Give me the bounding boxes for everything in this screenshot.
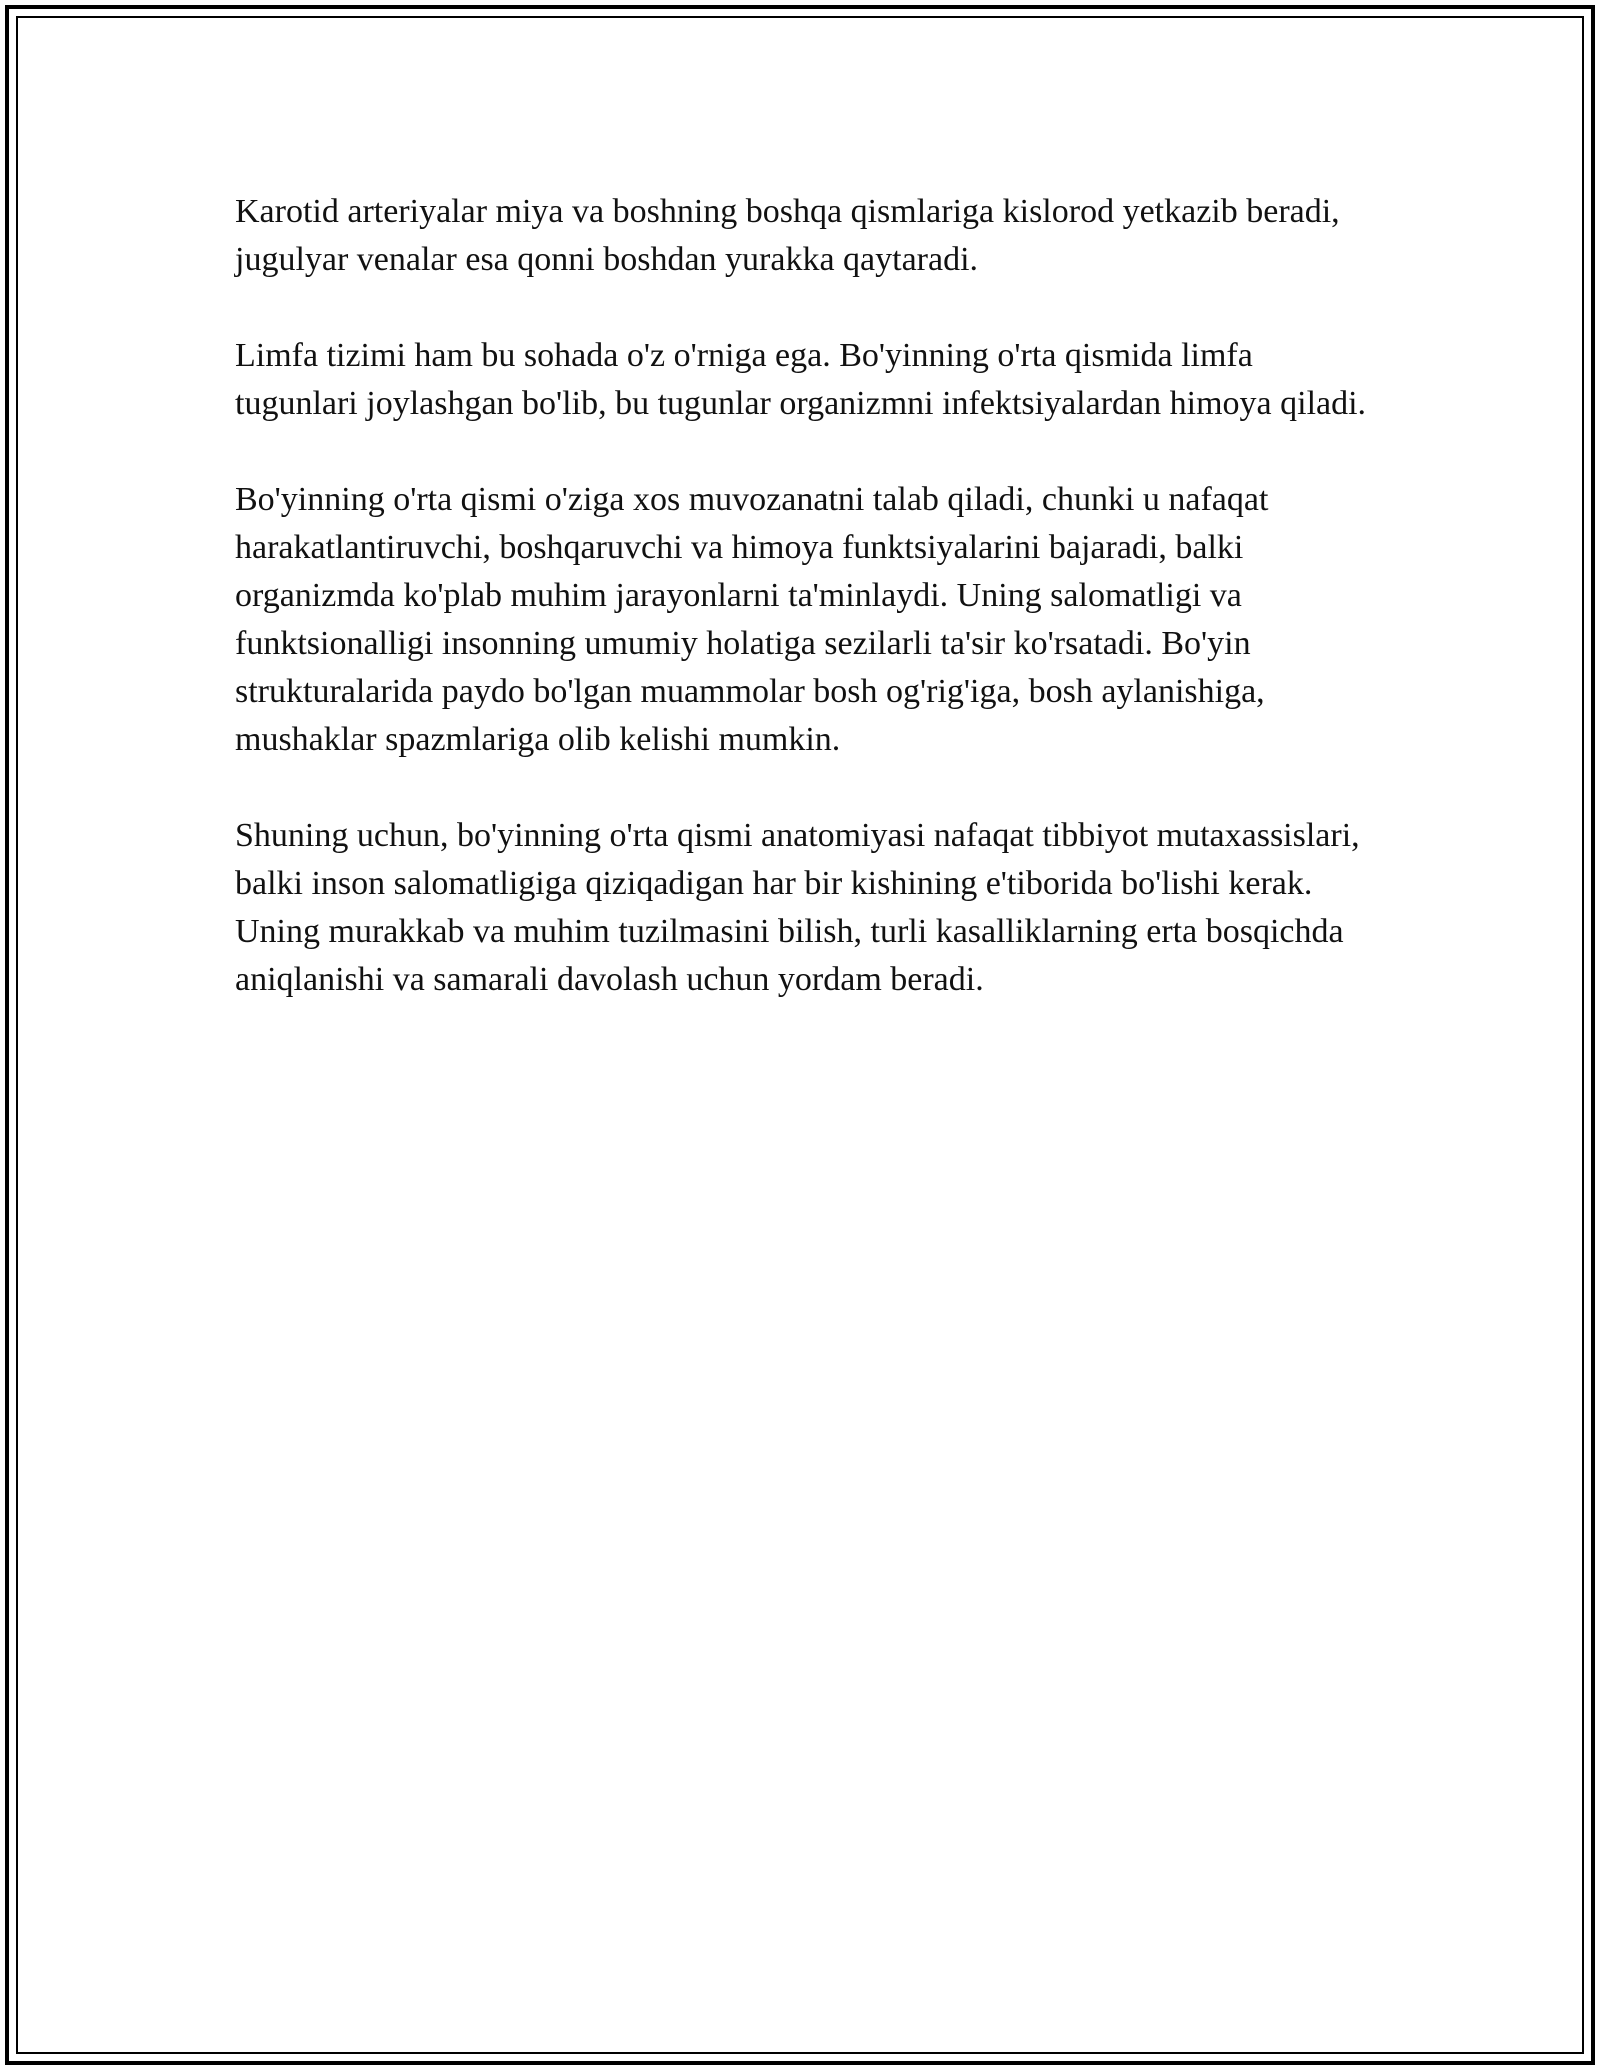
document-body	[235, 188, 1375, 1052]
paragraph-neck-balance: Bo'yinning o'rta qismi o'ziga xos muvozanatni talab qiladi, chunki u nafaqat harakatlantiruvchi, boshqaruvchi va himoya funktsiyalarini bajaradi, balki organizmda ko'plab muhim jarayonlarni ta'minlaydi. Uning salomatligi va funktsionalligi insonning umumiy holatiga sezilarli ta'sir ko'rsatadi. Bo'yin strukturalarida paydo bo'lgan muammolar bosh og'rig'iga, bosh aylanishiga, mushaklar spazmlariga olib kelishi mumkin.	[235, 481, 1269, 758]
paragraph-lymph-system: Limfa tizimi ham bu sohada o'z o'rniga ega. Bo'yinning o'rta qismida limfa tugunlari joylashgan bo'lib, bu tugunlar organizmni infektsiyalardan himoya qiladi.	[235, 337, 1367, 422]
paragraph-conclusion: Shuning uchun, bo'yinning o'rta qismi anatomiyasi nafaqat tibbiyot mutaxassislari, balki inson salomatligiga qiziqadigan har bir kishining e'tiborida bo'lishi kerak. Uning murakkab va muhim tuzilmasini bilish, turli kasalliklarning erta bosqichda aniqlanishi va samarali davolash uchun yordam beradi.	[235, 817, 1360, 998]
paragraph-carotid-arteries: Karotid arteriyalar miya va boshning boshqa qismlariga kislorod yetkazib beradi, jugulyar venalar esa qonni boshdan yurakka qaytaradi.	[235, 193, 1340, 278]
